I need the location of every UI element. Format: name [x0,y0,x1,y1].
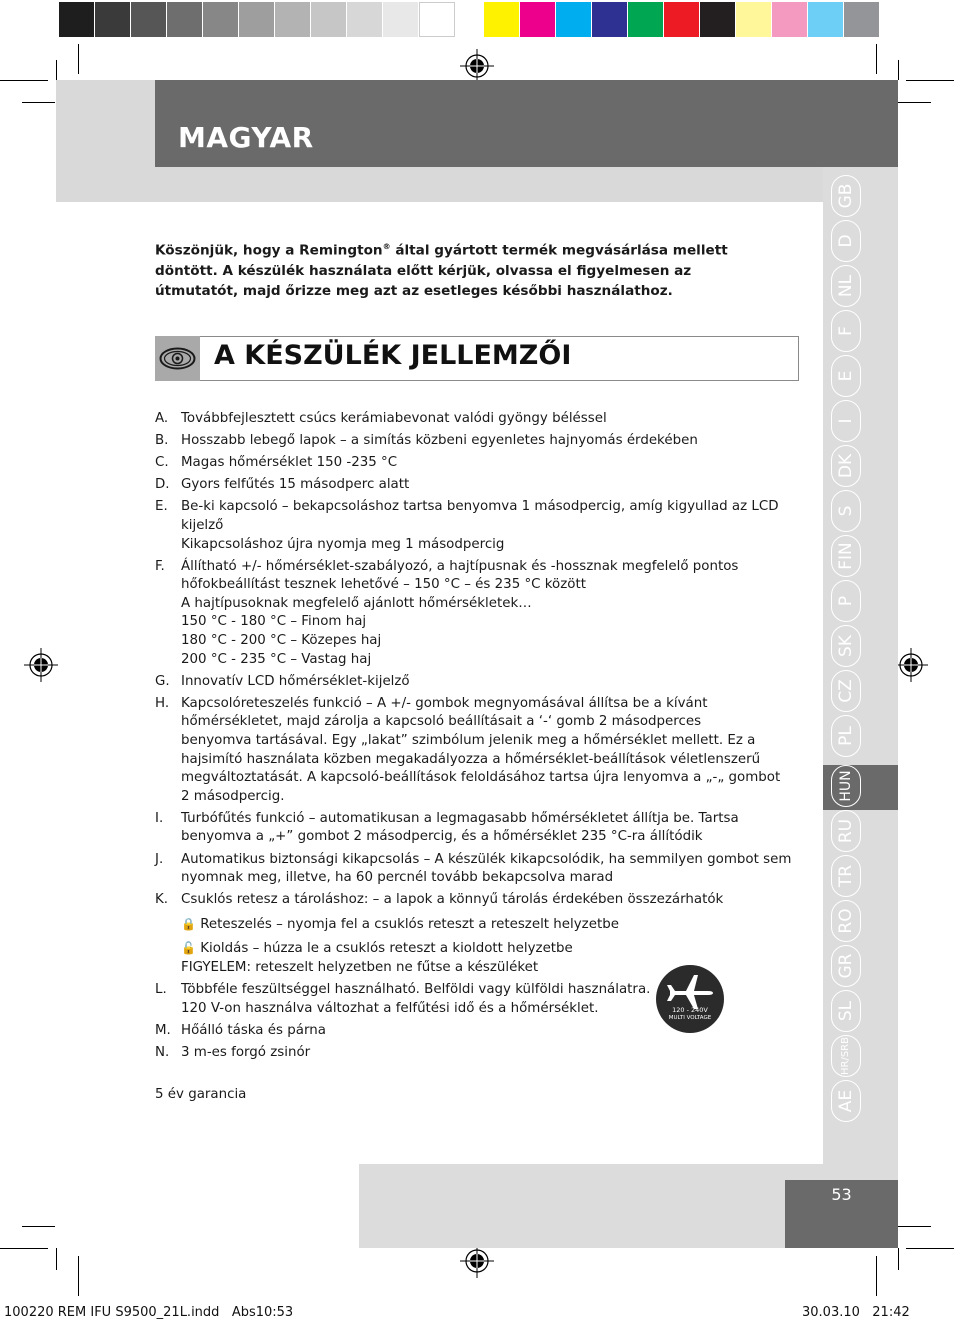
lang-tab-ru[interactable]: RU [831,810,861,852]
list-item: A. Továbbfejlesztett csúcs kerámiabevonat valódi gyöngy béléssel [155,411,607,426]
crop-mark [78,44,79,74]
list-item: E. Be-ki kapcsoló – bekapcsoláshoz tartsa benyomva 1 másodpercig, amíg kigyullad az LCD kijelző Kikapcsoláshoz újra nyomja meg 1 másodpercig [155,499,779,552]
lang-tab-i[interactable]: I [831,400,861,442]
crop-mark [898,60,899,80]
crop-mark [78,1256,79,1296]
lang-tab-cz[interactable]: CZ [831,670,861,712]
lang-tab-gb[interactable]: GB [831,175,861,217]
intro-text: Köszönjük, hogy a Remington® által gyártott termék megvásárlása mellett döntött. A készülék használata előtt kérjük, olvassa el figyelmesen az útmutatót, majd őrizze meg azt az esetleges későbbi használathoz. [155,242,728,299]
lang-tab-fin[interactable]: FIN [831,535,861,577]
page-number: 53 [831,1185,852,1204]
crop-mark [898,102,931,103]
crop-mark [56,60,57,80]
list-item: B. Hosszabb lebegő lapok – a simítás közbeni egyenletes hajnyomás érdekében [155,433,698,449]
list-item: K. Csuklós retesz a tároláshoz: – a lapok a könnyű tárolás érdekében összezárhatók 🔒 Reteszelés – nyomja fel a csuklós reteszt a reteszelt helyzetbe 🔓 Kioldás – húzza le a csuklós reteszt a kioldott helyzetbe FIGYELEM: reteszelt helyzetben ne fűtse a készüléket [155,892,724,976]
lang-tab-e[interactable]: E [831,355,861,397]
list-item: M. Hőálló táska és párna [155,1022,326,1038]
lang-tab-p[interactable]: P [831,580,861,622]
crop-mark [22,1226,55,1227]
registration-mark-bottom [460,1244,494,1278]
list-item: C. Magas hőmérséklet 150 -235 °C [155,455,398,471]
lang-tab-sk[interactable]: SK [831,625,861,667]
section-title: A KÉSZÜLÉK JELLEMZŐI [214,340,572,371]
list-item: G. Innovatív LCD hőmérséklet-kijelző [155,673,410,689]
lang-tab-gr[interactable]: GR [831,945,861,987]
crop-mark [876,1256,877,1296]
lang-tab-nl[interactable]: NL [831,265,861,307]
list-item: F. Állítható +/- hőmérséklet-szabályozó, a hajtípusnak és -hossznak megfelelő pontos hőfokbeállítást tesznek lehetővé – 150 °C – és 235 °C között A hajtípusoknak megfelelő ajánlott hőmérsékletek… 150 °C - 180 °C – Finom haj 180 °C - 200 °C – Közepes haj 200 °C - 235 °C – Vastag haj [155,558,739,667]
crop-mark [898,1226,931,1227]
registration-mark-right [894,648,928,682]
lang-tab-dk[interactable]: DK [831,445,861,487]
registration-mark-left [24,648,58,682]
file-info: 100220 REM IFU S9500_21L.indd Abs10:53 [4,1305,294,1320]
unlock-icon: 🔓 [181,941,196,956]
voltage-label: 120 - 240V [672,1006,708,1014]
lang-tab-ro[interactable]: RO [831,900,861,942]
section-icon-box [155,336,200,381]
crop-mark [56,1248,57,1270]
crop-mark [22,102,55,103]
crop-mark [0,1248,48,1249]
lang-tab-hr-srb[interactable]: HR/SRB [831,1035,861,1077]
list-item: L. Többféle feszültséggel használható. Belföldi vagy külföldi használatra. 120 V-on használva változhat a felfűtési idő és a hőmérséklet. [155,982,651,1016]
lock-icon: 🔒 [181,916,196,931]
lang-tab-sl[interactable]: SL [831,990,861,1032]
date-info: 30.03.10 21:42 [802,1305,910,1320]
crop-mark [0,80,48,81]
page-title: MAGYAR [178,121,314,154]
lang-tab-d[interactable]: D [831,220,861,262]
lang-tab-s[interactable]: S [831,490,861,532]
crop-mark [906,80,954,81]
registration-mark-top [460,49,494,83]
multi-voltage-badge [656,965,724,1033]
crop-mark [898,1248,899,1270]
multi-voltage-label: MULTI VOLTAGE [668,1015,712,1021]
crop-mark [906,1248,954,1249]
crop-mark [876,44,877,74]
lang-tab-tr[interactable]: TR [831,855,861,897]
grayscale-bar [59,2,455,37]
color-bar [484,2,880,37]
list-item: H. Kapcsolóreteszelés funkció – A +/- gombok megnyomásával állítsa be a kívánt hőmérsékletet, majd zárolja a kapcsoló beállításait a ‘-‘ gomb 2 másodperces benyomva tartásával. Egy „lakat” szimbólum jelenik meg a hőmérséklet mellett. Ez a hajsimító használata közben megakadályozza a hőmérséklet-beállítások véletlenszerű megváltoztatását. A kapcsoló-beállítások feloldásához tartsa újra lenyomva a „-„ gombot 2 másodpercig. [155,695,781,804]
lang-tab-f[interactable]: F [831,310,861,352]
lang-tab-ae[interactable]: AE [831,1080,861,1122]
list-item: D. Gyors felfűtés 15 másodperc alatt [155,477,410,493]
eye-icon [155,336,200,381]
list-item: N. 3 m-es forgó zsinór [155,1044,311,1060]
list-item: I. Turbófűtés funkció – automatikusan a legmagasabb hőmérsékletet állítja be. Tartsa benyomva a „+” gombot 2 másodpercig, és a hőmérséklet 235 °C-ra állítódik [155,810,739,845]
lang-tab-hun[interactable]: HUN [831,765,861,807]
warranty-text: 5 év garancia [155,1087,247,1102]
list-item: J. Automatikus biztonsági kikapcsolás – A készülék kikapcsolódik, ha semmilyen gombot sem nyomnak meg, illetve, ha 60 percnél tovább bekapcsolva marad [155,851,792,886]
lang-tab-pl[interactable]: PL [831,715,861,757]
